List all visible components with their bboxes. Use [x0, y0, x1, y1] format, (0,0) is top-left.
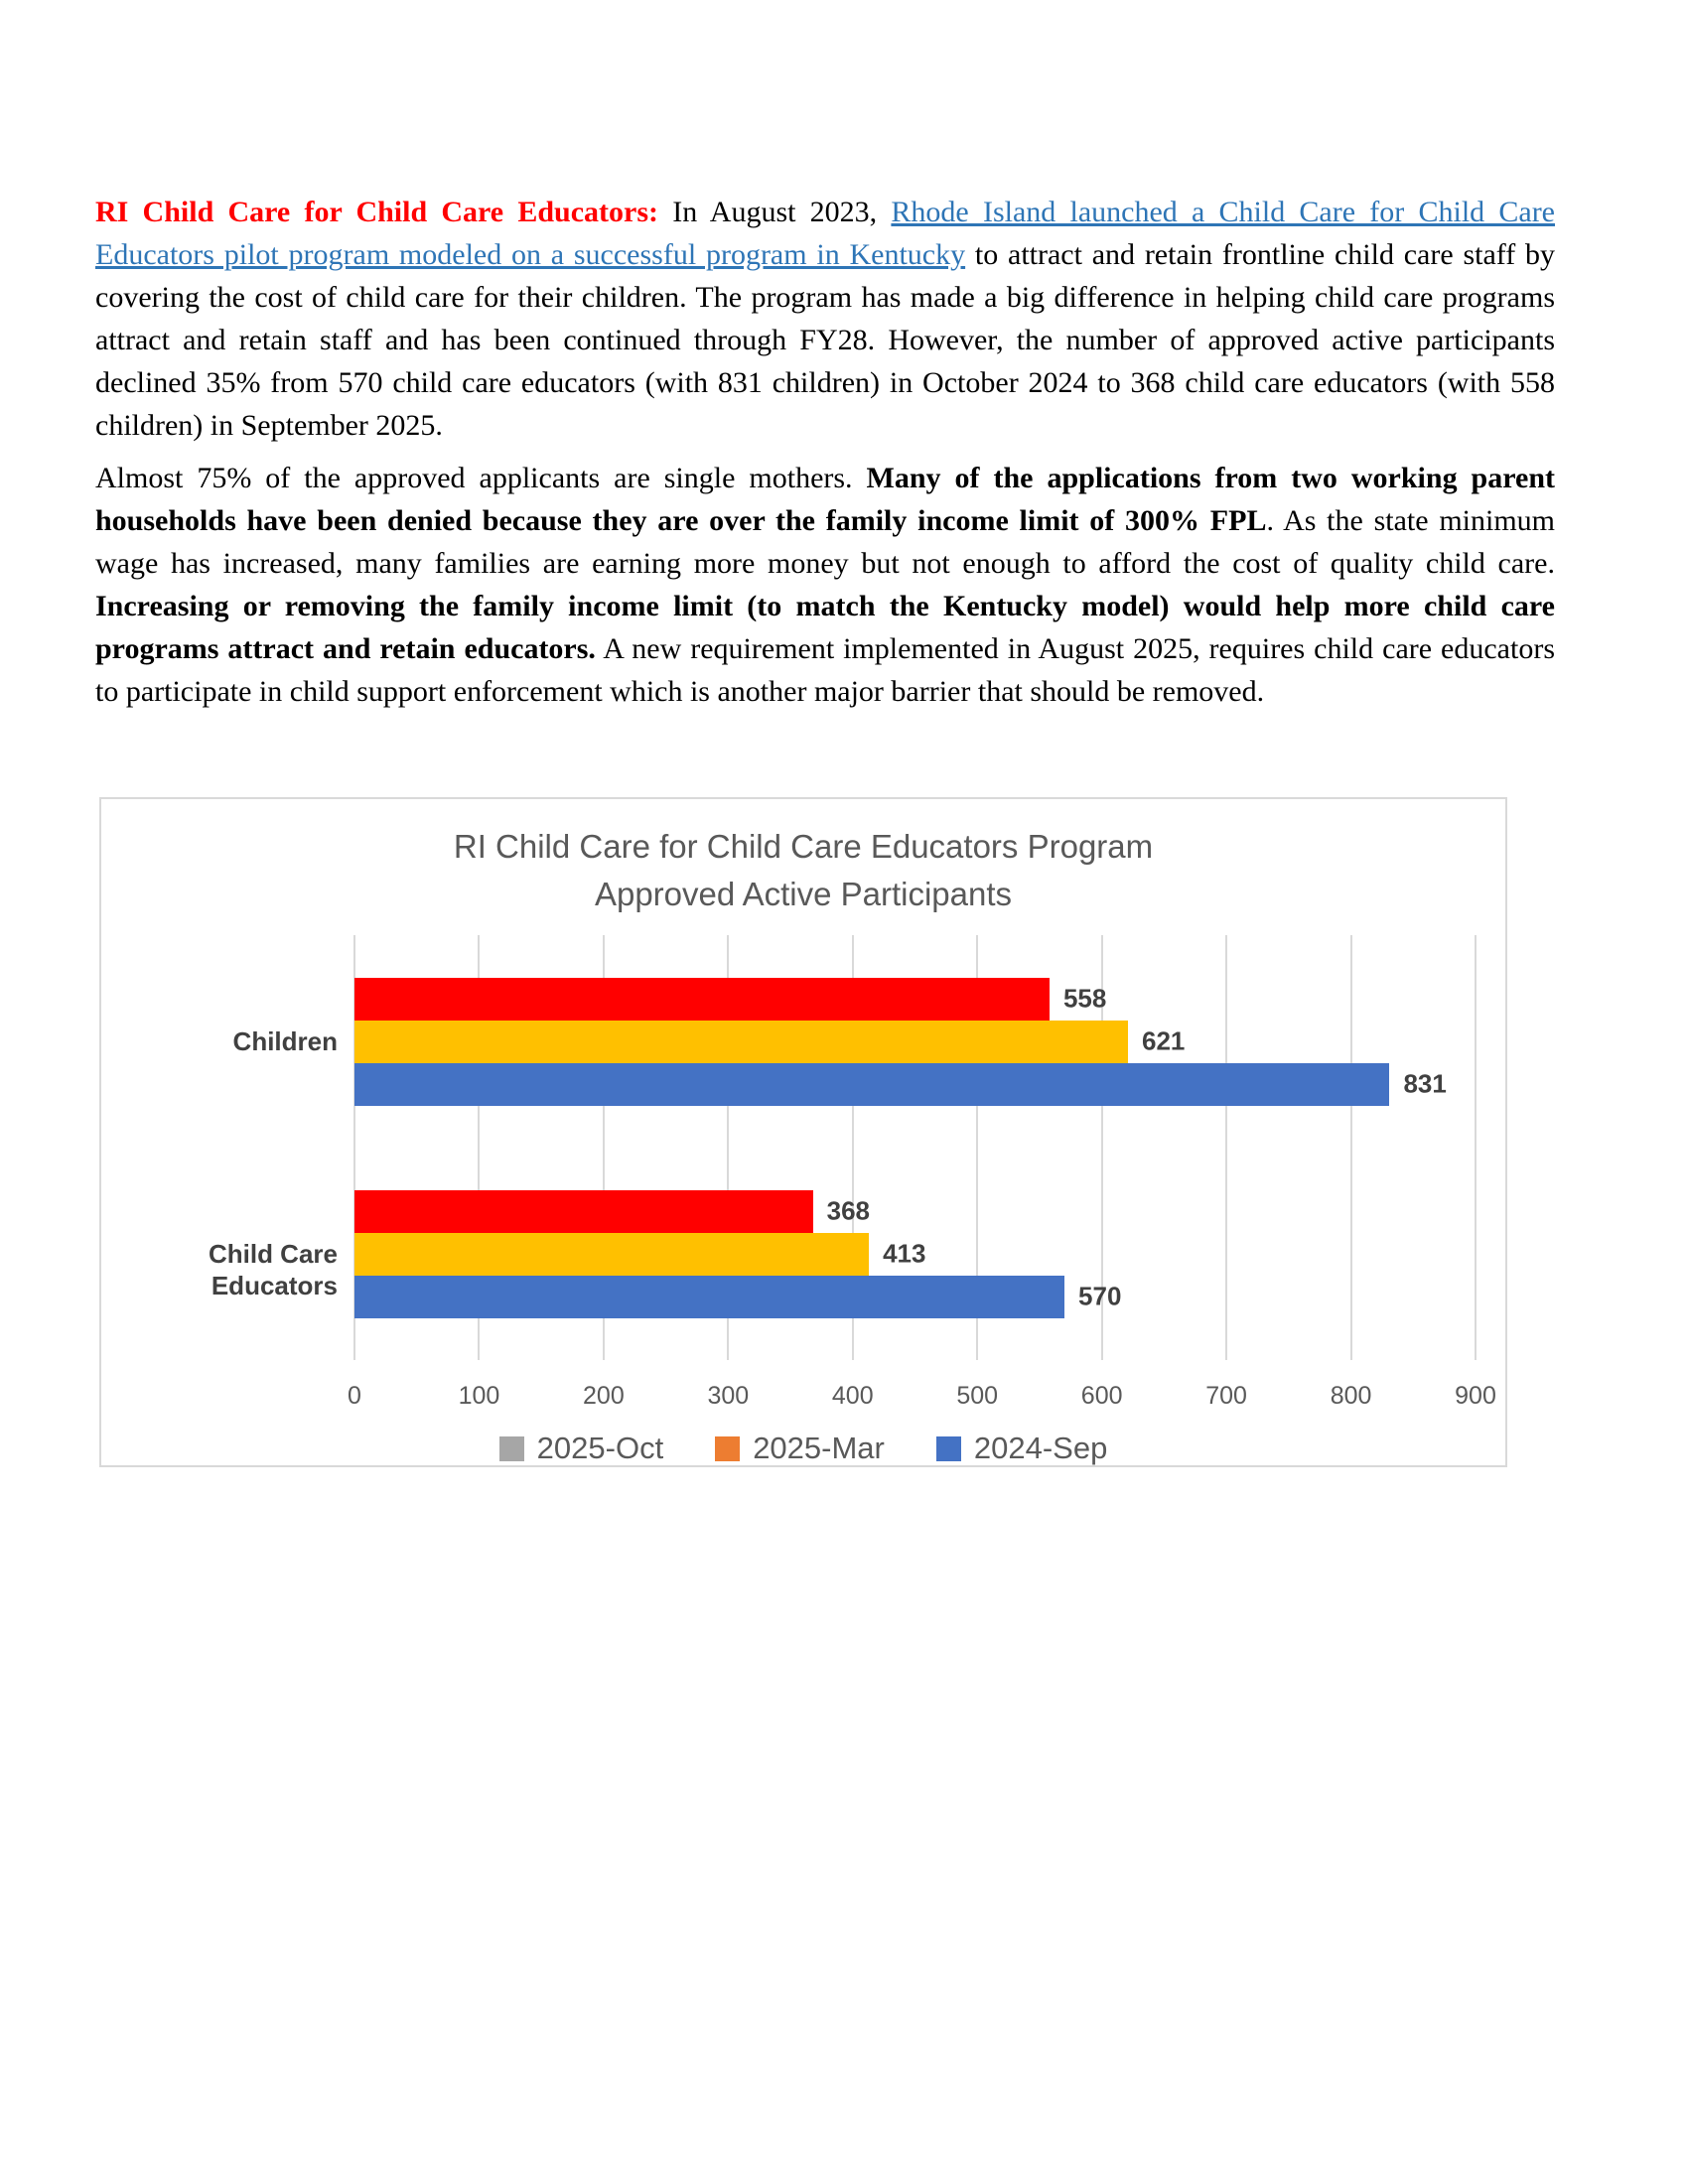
legend-label: 2024-Sep — [973, 1431, 1108, 1465]
chart-legend — [101, 1431, 1505, 1466]
paragraph-intro — [95, 191, 1555, 447]
paragraph-heading: RI Child Care for Child Care Educators: — [95, 196, 659, 228]
text-segment: Almost 75% of the approved applicants are single mothers. — [95, 462, 867, 494]
x-tick-label: 900 — [1455, 1382, 1496, 1410]
bar-row — [354, 1063, 1476, 1106]
plot-area — [354, 935, 1476, 1360]
chart-container — [99, 797, 1507, 1467]
bar-row — [354, 1233, 1476, 1276]
bar-row — [354, 1276, 1476, 1318]
category-group — [354, 935, 1476, 1148]
chart-title — [101, 823, 1505, 918]
category-label: Children — [232, 1026, 338, 1056]
legend-label: 2025-Mar — [753, 1431, 885, 1465]
bar-row — [354, 1190, 1476, 1233]
bar-2024-sep-children — [354, 1063, 1389, 1106]
data-label: 831 — [1403, 1068, 1447, 1099]
bold-text-segment: Many of the applications from two working parent households have been denied because they are over the family income limit of 300% FPL — [95, 462, 1555, 537]
legend-swatch-icon — [715, 1436, 740, 1461]
data-label: 570 — [1078, 1281, 1122, 1311]
x-tick-label: 500 — [956, 1382, 999, 1410]
legend-item-2024-sep — [936, 1431, 1107, 1466]
text-segment: . As the state minimum wage has increased, many families are earning more money but not enough to afford the cost of quality child care. — [95, 504, 1555, 580]
bar-2025-mar-children — [354, 1021, 1128, 1063]
paragraph-applicants — [95, 457, 1555, 713]
chart-title-line1: RI Child Care for Child Care Educators Program — [453, 828, 1154, 865]
x-axis — [348, 1382, 1496, 1414]
bold-text-segment: Increasing or removing the family income limit (to match the Kentucky model) would help more child care programs attract and retain educators. — [95, 590, 1555, 665]
bar-2025-oct-children — [354, 978, 1050, 1021]
bar-2025-oct-child-care-educators — [354, 1190, 813, 1233]
data-label: 558 — [1062, 983, 1107, 1014]
bar-2025-mar-child-care-educators — [354, 1233, 869, 1276]
chart-title-line2: Approved Active Participants — [594, 876, 1013, 912]
text-segment: to attract and retain frontline child care staff by covering the cost of child care for their children. The program has made a big difference in helping child care programs attract and retain staff and has been continued through FY28. However, the number of approved active participants declined 35% from 570 child care educators (with 831 children) in October 2024 to 368 child care educators (with 558 children) in September 2025. — [95, 238, 1555, 442]
legend-swatch-icon — [936, 1436, 961, 1461]
text-segment: A new requirement implemented in August 2025, requires child care educators to participate in child support enforcement which is another major barrier that should be removed. — [95, 632, 1555, 708]
legend-swatch-icon — [499, 1436, 524, 1461]
data-label: 368 — [826, 1195, 871, 1226]
category-label: Child Care Educators — [208, 1239, 338, 1300]
legend-item-2025-mar — [715, 1431, 885, 1466]
bar-2024-sep-child-care-educators — [354, 1276, 1064, 1318]
x-tick-label: 600 — [1080, 1382, 1123, 1410]
legend-label: 2025-Oct — [536, 1431, 664, 1465]
category-group — [354, 1148, 1476, 1360]
bar-row — [354, 1021, 1476, 1063]
data-label: 413 — [883, 1238, 926, 1269]
bar-row — [354, 978, 1476, 1021]
x-tick-label: 0 — [348, 1382, 361, 1410]
x-tick-label: 200 — [583, 1382, 625, 1410]
x-tick-label: 800 — [1330, 1382, 1372, 1410]
data-label: 621 — [1142, 1025, 1186, 1056]
legend-item-2025-oct — [499, 1431, 664, 1466]
kentucky-program-link[interactable]: Rhode Island launched a Child Care for Child Care Educators pilot program modeled on a successful program in Kentucky — [95, 196, 1556, 271]
text-segment: In August 2023, — [658, 196, 892, 228]
x-tick-label: 400 — [831, 1382, 874, 1410]
x-tick-label: 700 — [1205, 1382, 1247, 1410]
x-tick-label: 300 — [707, 1382, 750, 1410]
x-tick-label: 100 — [458, 1382, 500, 1410]
